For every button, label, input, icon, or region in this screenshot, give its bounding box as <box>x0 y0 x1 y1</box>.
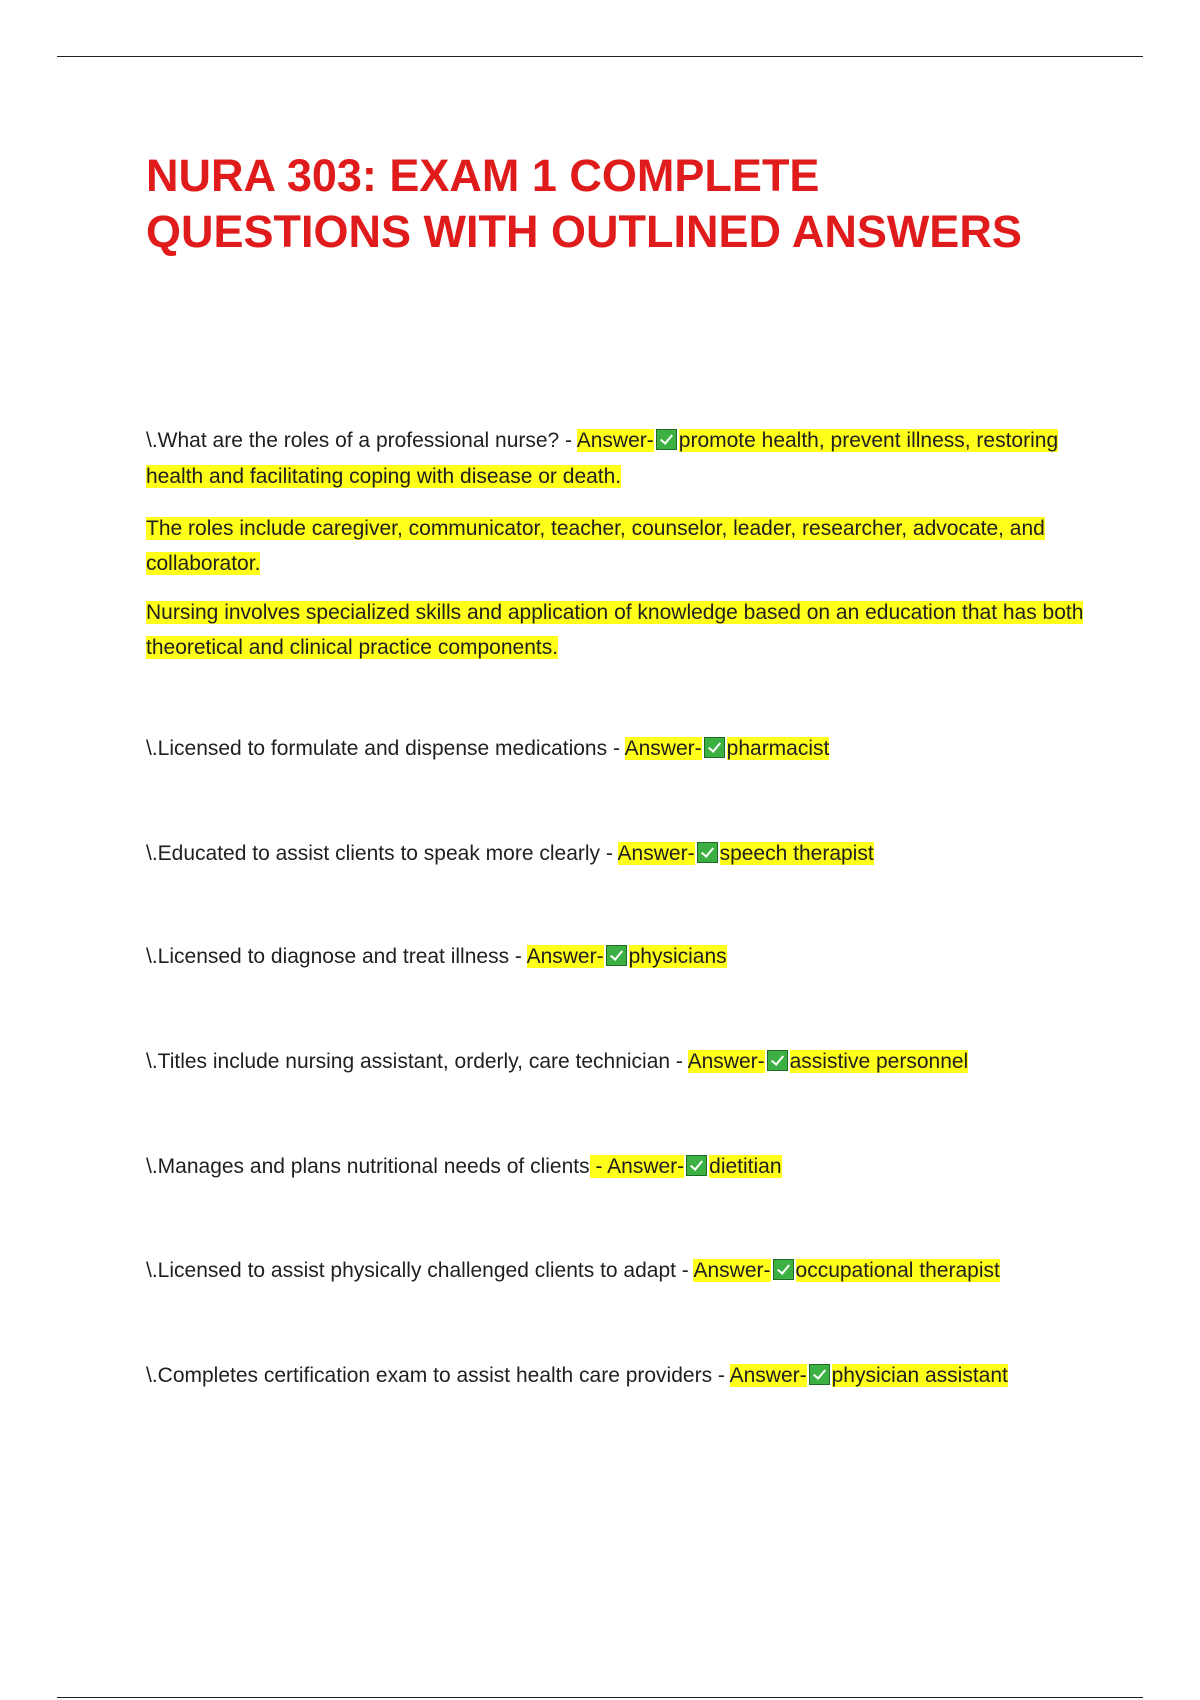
answer-prefix: Answer- <box>687 1050 765 1073</box>
qa-item-8 <box>146 1358 1096 1394</box>
check-icon <box>767 1050 788 1071</box>
check-icon <box>773 1259 794 1280</box>
answer-text: assistive personnel <box>789 1050 969 1073</box>
answer-text: occupational therapist <box>795 1259 1000 1282</box>
answer-text: pharmacist <box>726 737 830 760</box>
answer-text: dietitian <box>709 1155 782 1178</box>
top-rule <box>57 56 1143 57</box>
paragraph-text: Nursing involves specialized skills and application of knowledge based on an education that has both theoretical and clinical practice components. <box>146 601 1084 659</box>
answer-text: speech therapist <box>719 842 874 865</box>
check-icon <box>809 1364 830 1385</box>
paragraph-text: The roles include caregiver, communicator, teacher, counselor, leader, researcher, advocate, and collaborator. <box>146 517 1045 575</box>
question-text: \.Licensed to assist physically challenged clients to adapt - <box>146 1259 694 1282</box>
question-text: \.What are the roles of a professional nurse? - <box>146 429 577 452</box>
qa-item-5 <box>146 1044 1096 1080</box>
qa-item-1 <box>146 423 1096 495</box>
answer-text: physicians <box>628 945 727 968</box>
answer-prefix: Answer- <box>624 737 702 760</box>
answer-text: physician assistant <box>831 1364 1008 1387</box>
bottom-rule <box>57 1697 1143 1698</box>
check-icon <box>686 1155 707 1176</box>
qa-item-7 <box>146 1253 1096 1289</box>
check-icon <box>606 945 627 966</box>
check-icon <box>656 429 677 450</box>
answer-prefix: Answer- <box>693 1259 771 1282</box>
question-text: \.Titles include nursing assistant, orderly, care technician - <box>146 1050 688 1073</box>
qa-item-3 <box>146 836 1096 872</box>
answer-prefix: Answer- <box>729 1364 807 1387</box>
question-text: \.Licensed to formulate and dispense medications - <box>146 737 625 760</box>
qa-item-2 <box>146 731 1096 767</box>
answer-prefix: Answer- <box>526 945 604 968</box>
question-text: \.Licensed to diagnose and treat illness - <box>146 945 527 968</box>
question-text: \.Manages and plans nutritional needs of clients <box>146 1155 590 1178</box>
question-text: \.Educated to assist clients to speak more clearly - <box>146 842 618 865</box>
answer-prefix: Answer- <box>617 842 695 865</box>
check-icon <box>697 842 718 863</box>
answer-prefix: - Answer- <box>589 1155 685 1178</box>
answer-paragraph-2 <box>146 595 1096 665</box>
answer-paragraph-1 <box>146 511 1096 581</box>
answer-text: promote health, prevent illness, restoring health and facilitating coping with disease or death. <box>146 429 1059 488</box>
question-text: \.Completes certification exam to assist health care providers - <box>146 1364 730 1387</box>
qa-item-4 <box>146 939 1096 975</box>
qa-item-6 <box>146 1149 1096 1185</box>
document-title: NURA 303: EXAM 1 COMPLETE QUESTIONS WITH OUTLINED ANSWERS <box>146 150 1022 257</box>
check-icon <box>704 737 725 758</box>
answer-prefix: Answer- <box>576 429 654 452</box>
